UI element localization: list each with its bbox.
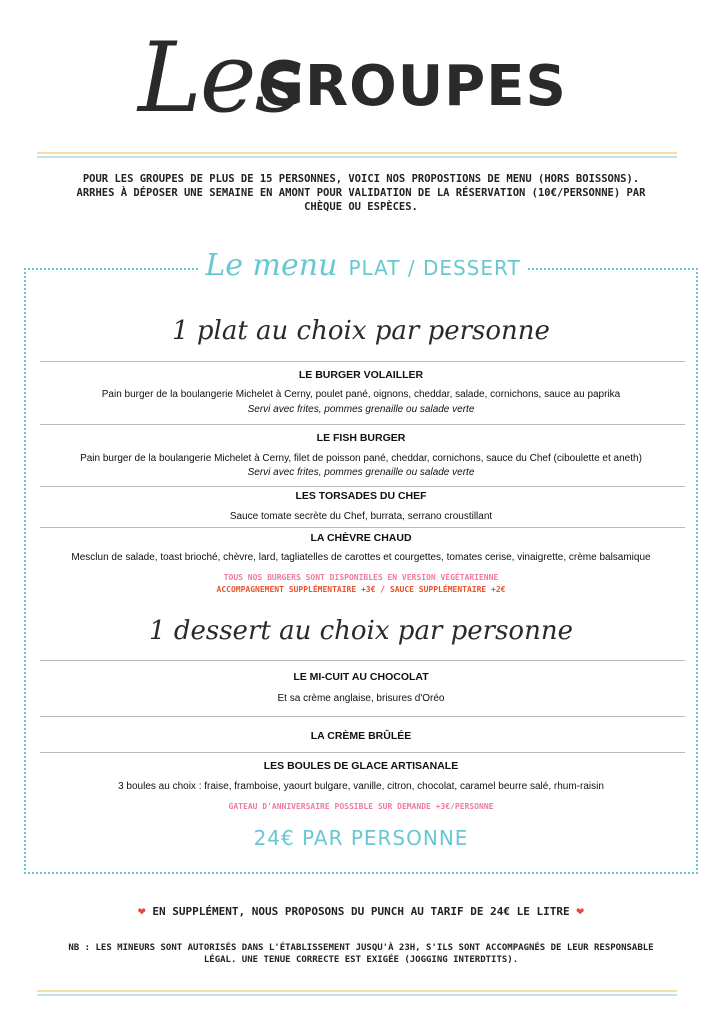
dessert-desc: Et sa crème anglaise, brisures d'Oréo: [277, 693, 445, 704]
supplement-line: [40, 904, 682, 919]
dish-side: Servi avec frites, pommes grenaille ou salade verte: [247, 467, 475, 478]
title-script: Les: [138, 22, 302, 134]
price: 24€ PAR PERSONNE: [253, 826, 469, 850]
intro-text: [40, 172, 682, 214]
heart-icon: ❤: [576, 904, 585, 919]
extra-note: ACCOMPAGNEMENT SUPPLÉMENTAIRE +3€ / SAUCE SUPPLÉMENTAIRE +2€: [216, 585, 506, 594]
dish-title: LE FISH BURGER: [316, 432, 406, 444]
nb-line: LÉGAL. UNE TENUE CORRECTE EST EXIGÉE (JOGGING INTERDTITS).: [203, 955, 519, 965]
top-divider: [37, 152, 677, 160]
divider: [40, 361, 685, 362]
page-title: [0, 18, 722, 138]
menu-heading-script: Le menu: [205, 248, 338, 283]
dish-title: LA CHÈVRE CHAUD: [310, 532, 412, 544]
dessert-title: LA CRÈME BRÛLÉE: [310, 730, 412, 742]
menu-heading-caps: PLAT / DESSERT: [348, 256, 521, 280]
divider: [40, 527, 685, 528]
divider: [40, 486, 685, 487]
divider: [40, 752, 685, 753]
divider: [40, 716, 685, 717]
dessert-title: LES BOULES DE GLACE ARTISANALE: [263, 760, 459, 772]
nb-line: NB : LES MINEURS SONT AUTORISÉS DANS L'ÉTABLISSEMENT JUSQU'À 23H, S'ILS SONT ACCOMPAGNÉS DE LEUR RESPONSABLE: [68, 943, 654, 953]
dish-desc: Pain burger de la boulangerie Michelet à Cerny, poulet pané, oignons, cheddar, salade, cornichons, sauce au paprika: [101, 389, 621, 400]
dessert-desc: 3 boules au choix : fraise, framboise, yaourt bulgare, vanille, citron, chocolat, caramel beurre salé, rhum-raisin: [118, 781, 604, 792]
nb-note: [40, 942, 682, 966]
dish-desc: Sauce tomate secrète du Chef, burrata, serrano croustillant: [229, 511, 493, 522]
supplement-text: EN SUPPLÉMENT, NOUS PROPOSONS DU PUNCH AU TARIF DE 24€ LE LITRE: [152, 905, 570, 918]
divider: [40, 424, 685, 425]
intro-line: POUR LES GROUPES DE PLUS DE 15 PERSONNES, VOICI NOS PROPOSTIONS DE MENU (HORS BOISSONS).: [82, 173, 640, 185]
title-caps: GROUPES: [258, 54, 567, 119]
plats-heading: 1 plat au choix par personne: [172, 316, 550, 346]
desserts-heading: 1 dessert au choix par personne: [149, 616, 573, 646]
menu-heading: [200, 248, 526, 288]
intro-line: CHÈQUE OU ESPÈCES.: [304, 201, 418, 213]
heart-icon: ❤: [137, 904, 146, 919]
dish-title: LES TORSADES DU CHEF: [295, 490, 427, 502]
dish-side: Servi avec frites, pommes grenaille ou salade verte: [247, 404, 475, 415]
dish-title: LE BURGER VOLAILLER: [298, 369, 424, 381]
intro-line: ARRHES À DÉPOSER UNE SEMAINE EN AMONT POUR VALIDATION DE LA RÉSERVATION (10€/PERSONNE) PAR: [76, 187, 646, 199]
dish-desc: Mesclun de salade, toast brioché, chèvre, lard, tagliatelles de carottes et courgettes, tomates cerise, vinaigrette, crème balsamique: [71, 552, 651, 563]
dessert-title: LE MI-CUIT AU CHOCOLAT: [293, 671, 429, 683]
dish-desc: Pain burger de la boulangerie Michelet à Cerny, filet de poisson pané, cheddar, cornichons, sauce du Chef (ciboulette et aneth): [80, 453, 642, 464]
cake-note: GATEAU D'ANNIVERSAIRE POSSIBLE SUR DEMANDE +3€/PERSONNE: [228, 802, 494, 811]
bottom-divider: [37, 990, 677, 998]
vegetarian-note: TOUS NOS BURGERS SONT DISPONIBLES EN VERSION VÉGÉTARIENNE: [223, 573, 499, 582]
divider: [40, 660, 685, 661]
